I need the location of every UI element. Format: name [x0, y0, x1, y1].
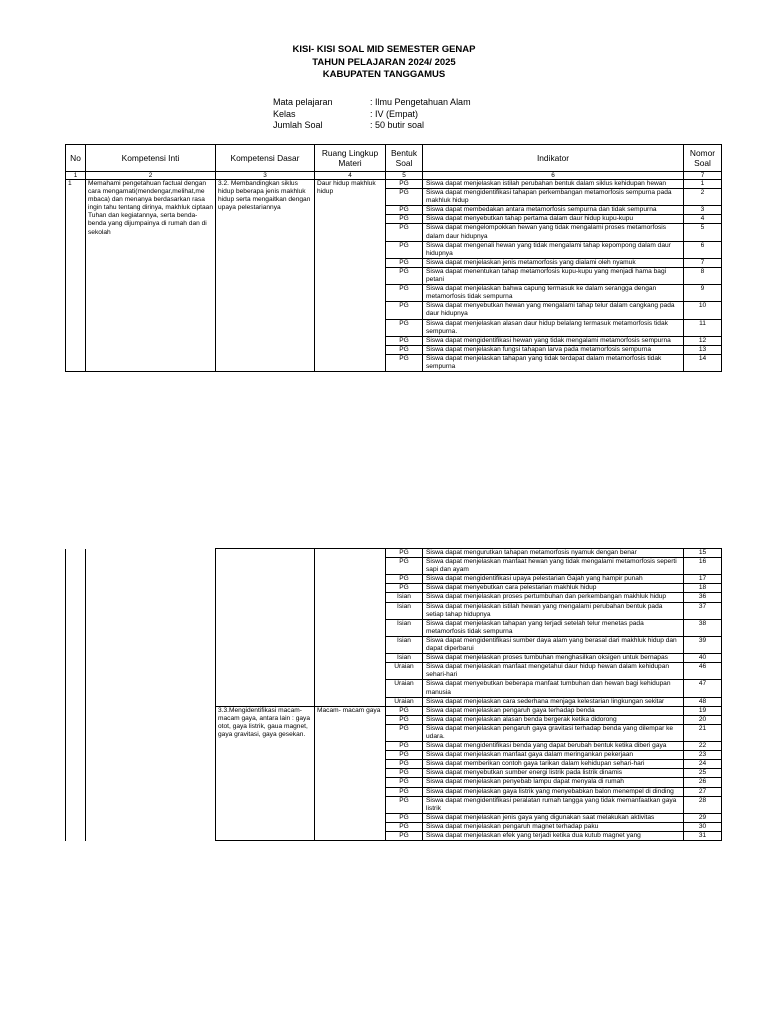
info-value: : IV (Empat): [370, 108, 419, 119]
bentuk-soal-cell: PG: [386, 760, 423, 769]
bentuk-soal-cell: Isian: [386, 619, 423, 636]
bentuk-soal-cell: PG: [386, 180, 423, 189]
bentuk-soal-cell: PG: [386, 241, 423, 258]
bentuk-soal-cell: PG: [386, 832, 423, 841]
indikator-cell: Siswa dapat memberikan contoh gaya tarikan dalam kehidupan sehari-hari: [423, 760, 684, 769]
indikator-cell: Siswa dapat menjelaskan penyebab lampu dapat menyala di rumah: [423, 778, 684, 787]
kompetensi-inti-cell: Memahami pengetahuan factual dengan cara mengamati(mendengar,melihat,me mbaca) dan menanya berdasarkan rasa ingin tahu tentang dirinya, makhluk ciptaan Tuhan dan kegiatannya, serta benda- benda yang dijumpainya di rumah dan di sekolah: [86, 180, 216, 372]
bentuk-soal-cell: PG: [386, 215, 423, 224]
bentuk-soal-cell: PG: [386, 345, 423, 354]
nomor-soal-cell: 2: [684, 189, 722, 206]
title-line-2: TAHUN PELAJARAN 2024/ 2025: [312, 56, 456, 68]
indikator-cell: Siswa dapat menjelaskan alasan daur hidup belalang termasuk metamorfosis tidak sempurna.: [423, 319, 684, 336]
nomor-soal-cell: 40: [684, 654, 722, 663]
indikator-cell: Siswa dapat menjelaskan proses pertumbuhan dan perkembangan makhluk hidup: [423, 593, 684, 602]
nomor-soal-cell: 17: [684, 575, 722, 584]
grid-table-page-2: [65, 548, 722, 841]
bentuk-soal-cell: PG: [386, 206, 423, 215]
bentuk-soal-cell: Uraian: [386, 697, 423, 706]
indikator-cell: Siswa dapat mengurutkan tahapan metamorfosis nyamuk dengan benar: [423, 549, 684, 558]
bentuk-soal-cell: PG: [386, 319, 423, 336]
nomor-soal-cell: 27: [684, 787, 722, 796]
indikator-cell: Siswa dapat menentukan tahap metamorfosis kupu-kupu yang menjadi hama bagi petani: [423, 267, 684, 284]
bentuk-soal-cell: PG: [386, 787, 423, 796]
indikator-cell: Siswa dapat mengidentifikasi sumber daya alam yang berasal dari makhluk hidup dan dapat diperbarui: [423, 636, 684, 653]
nomor-soal-cell: 14: [684, 354, 722, 371]
col-number: 5: [386, 172, 423, 180]
nomor-soal-cell: 47: [684, 680, 722, 697]
bentuk-soal-cell: Uraian: [386, 680, 423, 697]
nomor-soal-cell: 8: [684, 267, 722, 284]
indikator-cell: Siswa dapat mengidentifikasi peralatan rumah tangga yang tidak memanfaatkan gaya listrik: [423, 796, 684, 813]
info-label: Mata pelajaran: [273, 97, 333, 107]
nomor-soal-cell: 38: [684, 619, 722, 636]
indikator-cell: Siswa dapat membedakan antara metamorfosis sempurna dan tidak sempurna: [423, 206, 684, 215]
nomor-soal-cell: 28: [684, 796, 722, 813]
bentuk-soal-cell: Isian: [386, 593, 423, 602]
col-header-rl: Ruang Lingkup Materi: [315, 145, 386, 172]
subject-info: [273, 97, 471, 132]
indikator-cell: Siswa dapat menjelaskan tahapan yang terjadi setelah telur menetas pada metamorfosis tidak sempurna: [423, 619, 684, 636]
bentuk-soal-cell: PG: [386, 796, 423, 813]
col-header-bs: Bentuk Soal: [386, 145, 423, 172]
nomor-soal-cell: 36: [684, 593, 722, 602]
indikator-cell: Siswa dapat menjelaskan jenis gaya yang digunakan saat melakukan aktivitas: [423, 813, 684, 822]
col-number: 1: [66, 172, 86, 180]
nomor-soal-cell: 10: [684, 302, 722, 319]
indikator-cell: Siswa dapat menyebutkan beberapa manfaat tumbuhan dan hewan bagi kehidupan manusia: [423, 680, 684, 697]
indikator-cell: Siswa dapat menjelaskan manfaat hewan yang tidak mengalami metamorfosis seperti sapi dan ayam: [423, 558, 684, 575]
bentuk-soal-cell: PG: [386, 706, 423, 715]
indikator-cell: Siswa dapat menjelaskan bahwa capung termasuk ke dalam serangga dengan metamorfosis tidak sempurna: [423, 285, 684, 302]
nomor-soal-cell: 15: [684, 549, 722, 558]
ruang-lingkup-cell: Macam- macam gaya: [315, 706, 386, 840]
bentuk-soal-cell: PG: [386, 558, 423, 575]
bentuk-soal-cell: PG: [386, 258, 423, 267]
nomor-soal-cell: 3: [684, 206, 722, 215]
bentuk-soal-cell: PG: [386, 715, 423, 724]
column-number-row: [66, 172, 722, 180]
indikator-cell: Siswa dapat menyebutkan cara pelestarian makhluk hidup: [423, 584, 684, 593]
bentuk-soal-cell: PG: [386, 549, 423, 558]
nomor-soal-cell: 5: [684, 224, 722, 241]
nomor-soal-cell: 7: [684, 258, 722, 267]
indikator-cell: Siswa dapat menjelaskan fungsi tahapan larva pada metamorfosis sempurna: [423, 345, 684, 354]
indikator-cell: Siswa dapat menjelaskan jenis metamorfosis yang dialami oleh nyamuk: [423, 258, 684, 267]
col-header-ind: Indikator: [423, 145, 684, 172]
col-header-ns: Nomor Soal: [684, 145, 722, 172]
indikator-cell: Siswa dapat mengenali hewan yang tidak mengalami tahap kepompong dalam daur hidupnya: [423, 241, 684, 258]
col-header-ki: Kompetensi Inti: [86, 145, 216, 172]
bentuk-soal-cell: PG: [386, 724, 423, 741]
indikator-cell: Siswa dapat mengidentifikasi upaya pelestarian Gajah yang hampir punah: [423, 575, 684, 584]
indikator-cell: Siswa dapat menjelaskan manfaat mengetahui daur hidup hewan dalam kehidupan sehari-hari: [423, 663, 684, 680]
indikator-cell: Siswa dapat menjelaskan manfaat gaya dalam meringankan pekerjaan: [423, 751, 684, 760]
col-header-no: No: [66, 145, 86, 172]
nomor-soal-cell: 22: [684, 742, 722, 751]
bentuk-soal-cell: Uraian: [386, 663, 423, 680]
nomor-soal-cell: 6: [684, 241, 722, 258]
indikator-cell: Siswa dapat menjelaskan pengaruh gaya terhadap benda: [423, 706, 684, 715]
nomor-soal-cell: 9: [684, 285, 722, 302]
nomor-soal-cell: 21: [684, 724, 722, 741]
kompetensi-dasar-cell: 3.2. Membandingkan siklus hidup beberapa jenis makhluk hidup serta mengaitkan dengan upaya pelestariannya: [216, 180, 315, 372]
bentuk-soal-cell: PG: [386, 822, 423, 831]
bentuk-soal-cell: Isian: [386, 602, 423, 619]
col-number: 6: [423, 172, 684, 180]
nomor-soal-cell: 1: [684, 180, 722, 189]
nomor-soal-cell: 25: [684, 769, 722, 778]
bentuk-soal-cell: PG: [386, 769, 423, 778]
indikator-cell: Siswa dapat menjelaskan tahapan yang tidak terdapat dalam metamorfosis tidak sempurna: [423, 354, 684, 371]
indikator-cell: Siswa dapat menyebutkan tahap pertama dalam daur hidup kupu-kupu: [423, 215, 684, 224]
nomor-soal-cell: 39: [684, 636, 722, 653]
info-value: : Ilmu Pengetahuan Alam: [370, 97, 471, 107]
ruang-lingkup-cell: [315, 549, 386, 707]
table-row: [66, 549, 722, 558]
bentuk-soal-cell: Isian: [386, 654, 423, 663]
indikator-cell: Siswa dapat menjelaskan istilah hewan yang mengalami perubahan bentuk pada setiap tahap hidupnya: [423, 602, 684, 619]
row-number-cell: [66, 549, 86, 841]
title-line-3: KABUPATEN TANGGAMUS: [322, 69, 446, 80]
info-row-count: [273, 120, 471, 132]
nomor-soal-cell: 31: [684, 832, 722, 841]
indikator-cell: Siswa dapat menjelaskan istilah perubahan bentuk dalam siklus kehidupan hewan: [423, 180, 684, 189]
indikator-cell: Siswa dapat menyebutkan sumber energi listrik pada listrik dinamis: [423, 769, 684, 778]
nomor-soal-cell: 20: [684, 715, 722, 724]
bentuk-soal-cell: PG: [386, 336, 423, 345]
nomor-soal-cell: 37: [684, 602, 722, 619]
col-header-kd: Kompetensi Dasar: [216, 145, 315, 172]
info-value: : 50 butir soal: [370, 120, 425, 130]
nomor-soal-cell: 24: [684, 760, 722, 769]
nomor-soal-cell: 23: [684, 751, 722, 760]
nomor-soal-cell: 29: [684, 813, 722, 822]
info-label: Jumlah Soal: [273, 120, 323, 130]
kompetensi-inti-cell: [86, 549, 216, 841]
indikator-cell: Siswa dapat menjelaskan pengaruh magnet terhadap paku: [423, 822, 684, 831]
bentuk-soal-cell: PG: [386, 224, 423, 241]
bentuk-soal-cell: PG: [386, 813, 423, 822]
bentuk-soal-cell: PG: [386, 267, 423, 284]
bentuk-soal-cell: PG: [386, 575, 423, 584]
bentuk-soal-cell: PG: [386, 778, 423, 787]
nomor-soal-cell: 19: [684, 706, 722, 715]
nomor-soal-cell: 46: [684, 663, 722, 680]
info-row-class: [273, 109, 471, 121]
bentuk-soal-cell: PG: [386, 302, 423, 319]
nomor-soal-cell: 12: [684, 336, 722, 345]
info-label: Kelas: [273, 108, 296, 119]
indikator-cell: Siswa dapat menjelaskan efek yang terjadi ketika dua kutub magnet yang: [423, 832, 684, 841]
bentuk-soal-cell: PG: [386, 751, 423, 760]
grid-table-page-1: [65, 144, 722, 372]
col-number: 2: [86, 172, 216, 180]
indikator-cell: Siswa dapat menjelaskan alasan benda bergerak ketika didorong: [423, 715, 684, 724]
nomor-soal-cell: 18: [684, 584, 722, 593]
table-row: [66, 180, 722, 189]
nomor-soal-cell: 26: [684, 778, 722, 787]
row-number-cell: 1: [66, 180, 86, 372]
indikator-cell: Siswa dapat menjelaskan gaya listrik yang menyebabkan balon menempel di dinding: [423, 787, 684, 796]
bentuk-soal-cell: PG: [386, 285, 423, 302]
indikator-cell: Siswa dapat mengidentifikasi benda yang dapat berubah bentuk ketika diberi gaya: [423, 742, 684, 751]
kompetensi-dasar-cell: 3.3.Mengidentifikasi macam-macam gaya, antara lain : gaya otot, gaya listrik, gaua magnet, gaya gravitasi, gaya gesekan.: [216, 706, 315, 840]
indikator-cell: Siswa dapat mengidentifikasi hewan yang tidak mengalami metamorfosis sempurna: [423, 336, 684, 345]
indikator-cell: Siswa dapat mengelompokkan hewan yang tidak mengalami proses metamorfosis dalam daur hidupnya: [423, 224, 684, 241]
bentuk-soal-cell: PG: [386, 189, 423, 206]
nomor-soal-cell: 16: [684, 558, 722, 575]
nomor-soal-cell: 30: [684, 822, 722, 831]
info-row-subject: [273, 97, 471, 109]
header-row: [66, 145, 722, 172]
bentuk-soal-cell: PG: [386, 584, 423, 593]
nomor-soal-cell: 11: [684, 319, 722, 336]
col-number: 4: [315, 172, 386, 180]
nomor-soal-cell: 13: [684, 345, 722, 354]
kompetensi-dasar-cell: [216, 549, 315, 707]
indikator-cell: Siswa dapat menyebutkan hewan yang mengalami tahap telur dalam cangkang pada daur hidupnya: [423, 302, 684, 319]
title-line-1: KISI- KISI SOAL MID SEMESTER GENAP: [292, 44, 476, 55]
col-number: 3: [216, 172, 315, 180]
ruang-lingkup-cell: Daur hidup makhluk hidup: [315, 180, 386, 372]
nomor-soal-cell: 4: [684, 215, 722, 224]
bentuk-soal-cell: Isian: [386, 636, 423, 653]
nomor-soal-cell: 48: [684, 697, 722, 706]
indikator-cell: Siswa dapat menjelaskan pengaruh gaya gravitasi terhadap benda yang dilempar ke udara.: [423, 724, 684, 741]
col-number: 7: [684, 172, 722, 180]
indikator-cell: Siswa dapat menjelaskan cara sederhana menjaga kelestarian lingkungan sekitar: [423, 697, 684, 706]
document-title: [0, 44, 768, 82]
indikator-cell: Siswa dapat mengidentifikasi tahapan perkembangan metamorfosis sempurna pada makhluk hidup: [423, 189, 684, 206]
indikator-cell: Siswa dapat menjelaskan proses tumbuhan menghasilkan oksigen untuk bernapas: [423, 654, 684, 663]
bentuk-soal-cell: PG: [386, 742, 423, 751]
bentuk-soal-cell: PG: [386, 354, 423, 371]
